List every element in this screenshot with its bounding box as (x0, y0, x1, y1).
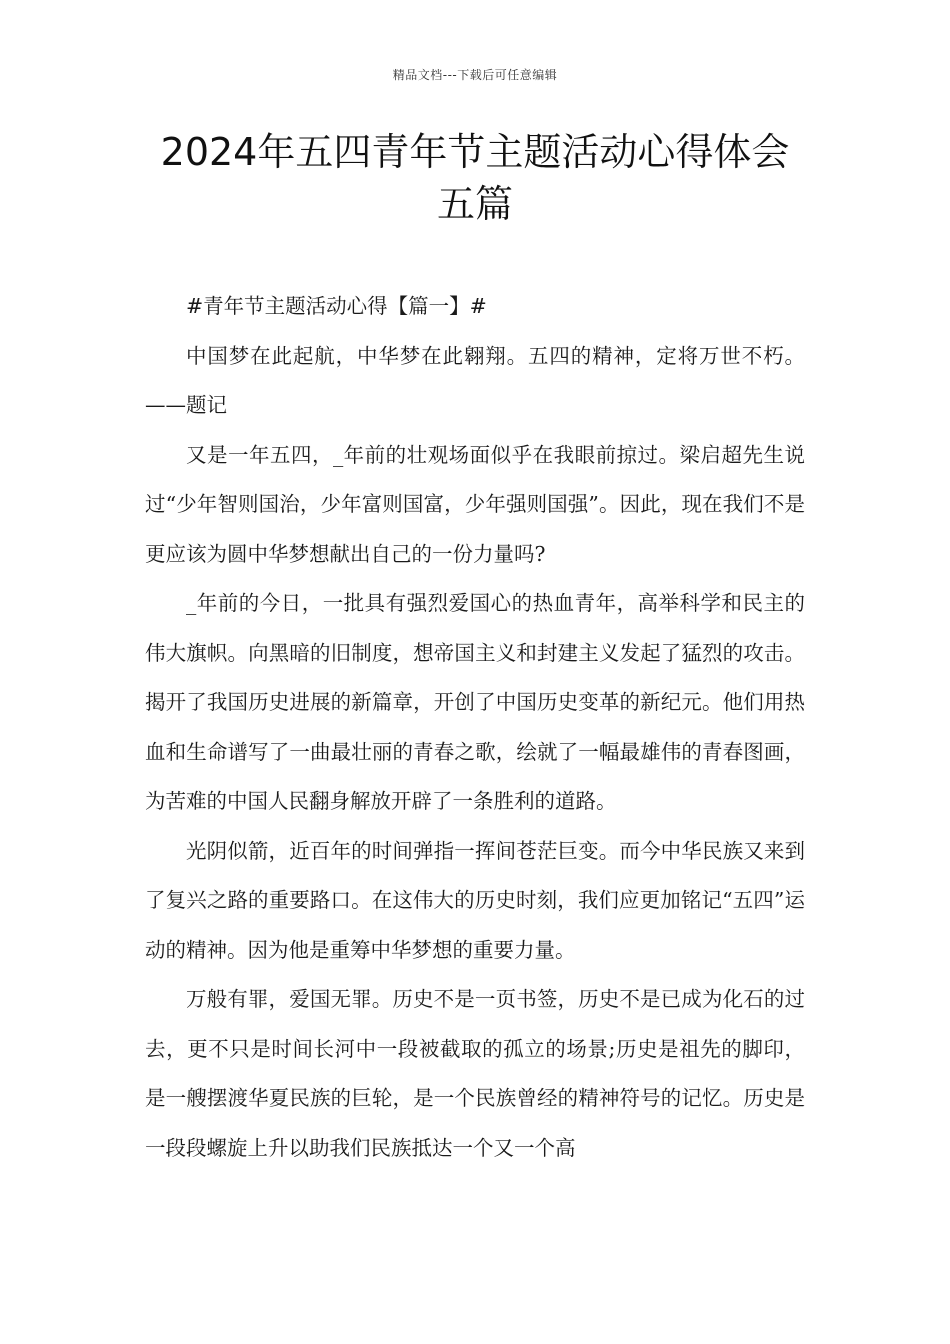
paragraph: 万般有罪，爱国无罪。历史不是一页书签，历史不是已成为化石的过去，更不只是时间长河中一段被截取的孤立的场景;历史是祖先的脚印，是一艘摆渡华夏民族的巨轮，是一个民族曾经的精神符号的记忆。历史是一段段螺旋上升以助我们民族抵达一个又一个高 (145, 987, 805, 1160)
paragraph: 又是一年五四，_年前的壮观场面似乎在我眼前掠过。梁启超先生说过“少年智则国治，少年富则国富，少年强则国强”。因此，现在我们不是更应该为圆中华梦想献出自己的一份力量吗? (145, 442, 805, 566)
header-note: 精品文档---下载后可任意编辑 (392, 68, 558, 82)
document-title: 2024年五四青年节主题活动心得体会五篇 (160, 130, 790, 226)
paragraph: _年前的今日，一批具有强烈爱国心的热血青年，高举科学和民主的伟大旗帜。向黑暗的旧制度，想帝国主义和封建主义发起了猛烈的攻击。揭开了我国历史进展的新篇章，开创了中国历史变革的新纪元。他们用热血和生命谱写了一曲最壮丽的青春之歌，绘就了一幅最雄伟的青春图画，为苦难的中国人民翻身解放开辟了一条胜利的道路。 (145, 591, 805, 813)
section-heading: #青年节主题活动心得【篇一】# (186, 294, 487, 318)
paragraph: 中国梦在此起航，中华梦在此翱翔。五四的精神，定将万世不朽。——题记 (145, 343, 805, 417)
paragraph: 光阴似箭，近百年的时间弹指一挥间苍茫巨变。而今中华民族又来到了复兴之路的重要路口。在这伟大的历史时刻，我们应更加铭记“五四”运动的精神。因为他是重筹中华梦想的重要力量。 (145, 838, 805, 962)
document-body (145, 282, 805, 1173)
